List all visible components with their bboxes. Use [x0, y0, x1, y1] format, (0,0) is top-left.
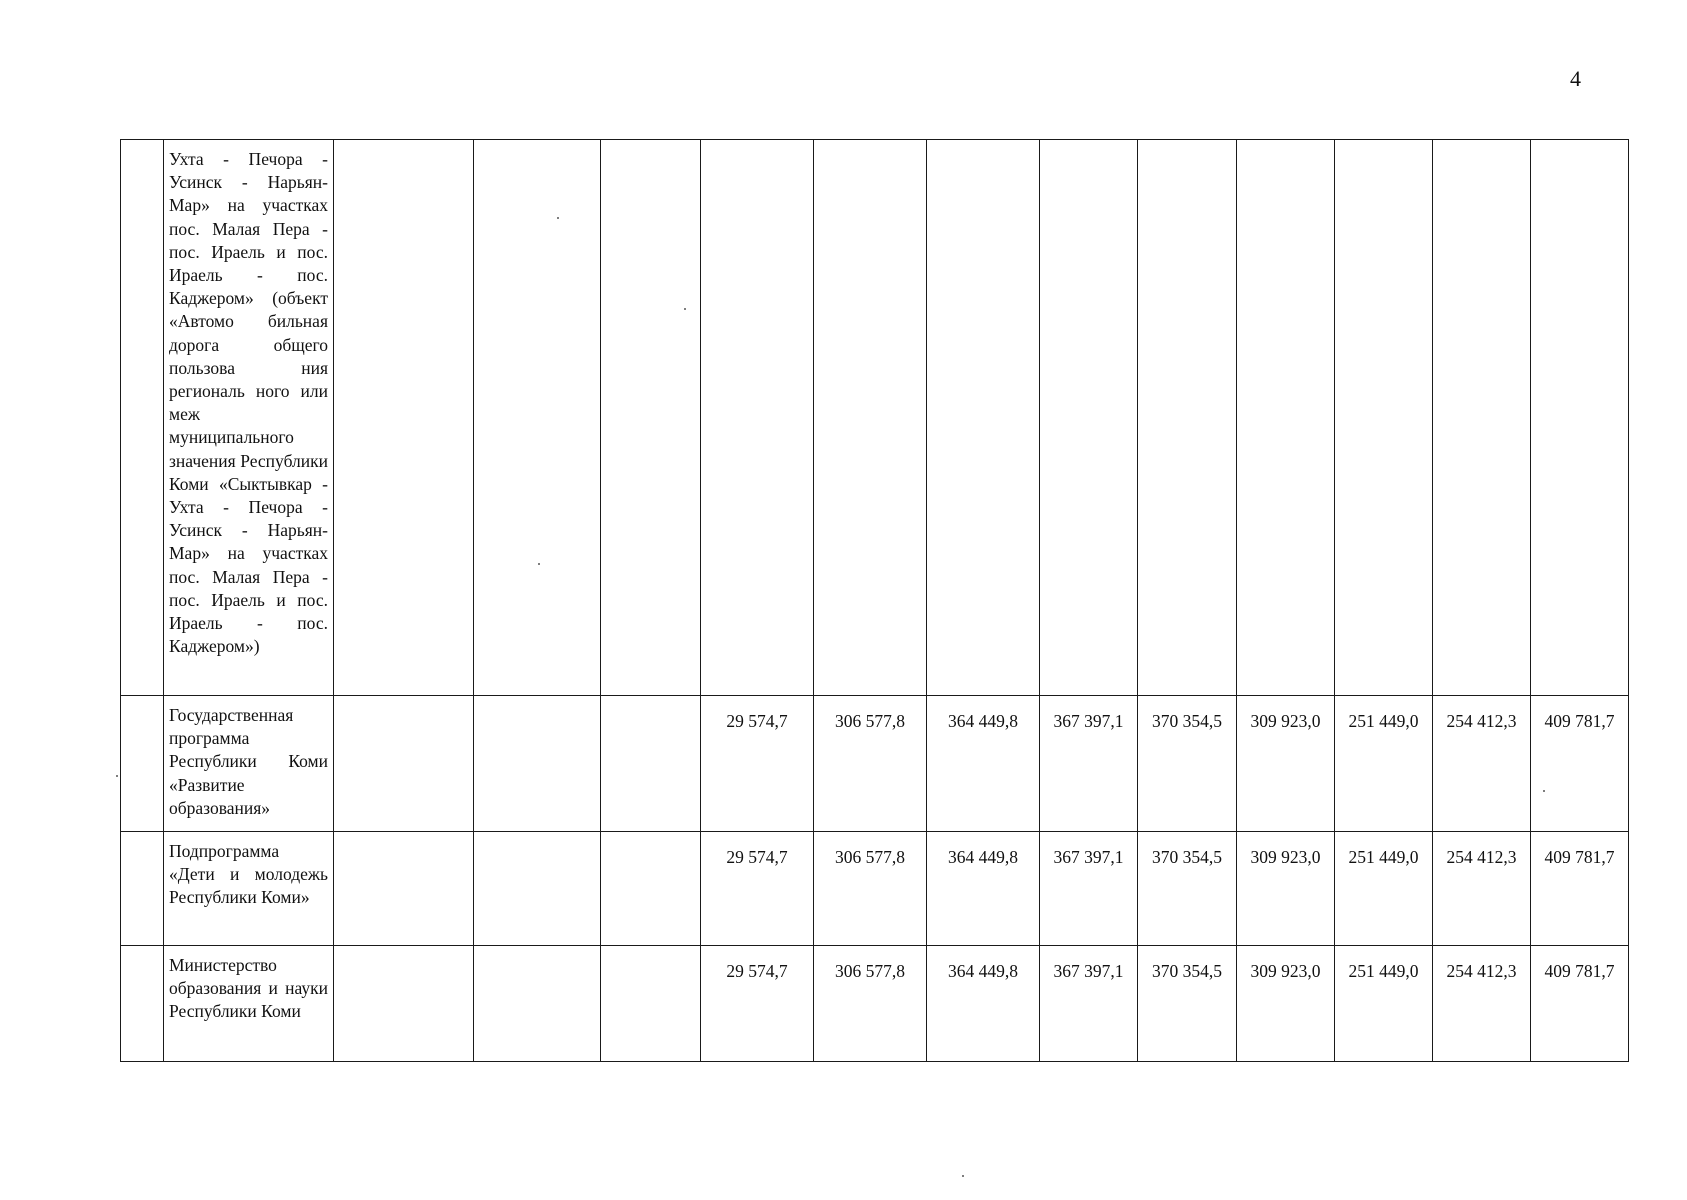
- empty-cell: [474, 832, 601, 946]
- value-cell: 29 574,7: [701, 696, 814, 832]
- index-cell: [121, 140, 164, 696]
- name-cell: [164, 140, 334, 696]
- value-cell: 306 577,8: [814, 946, 927, 1062]
- value-cell: 364 449,8: [927, 696, 1040, 832]
- empty-cell: [601, 946, 701, 1062]
- value-cell: 367 397,1: [1040, 946, 1138, 1062]
- value-cell: 409 781,7: [1531, 832, 1629, 946]
- value-cell: 309 923,0: [1237, 696, 1335, 832]
- value-cell: 251 449,0: [1335, 946, 1433, 1062]
- row-name: Государственная программа Республики Коми «Развитие образования»: [169, 705, 328, 818]
- empty-cell: [474, 946, 601, 1062]
- value-cell: 370 354,5: [1138, 946, 1237, 1062]
- value-cell: [1433, 140, 1531, 696]
- empty-cell: [474, 140, 601, 696]
- name-cell: [164, 946, 334, 1062]
- value-cell: 367 397,1: [1040, 832, 1138, 946]
- name-cell: [164, 832, 334, 946]
- scan-speck: [962, 1175, 964, 1177]
- index-cell: [121, 696, 164, 832]
- empty-cell: [601, 696, 701, 832]
- row-name: Подпрограмма «Дети и молодежь Республики Коми»: [169, 841, 328, 908]
- empty-cell: [601, 832, 701, 946]
- value-cell: [1040, 140, 1138, 696]
- budget-table: [120, 139, 1629, 1062]
- value-cell: 309 923,0: [1237, 832, 1335, 946]
- value-cell: [1531, 140, 1629, 696]
- empty-cell: [334, 696, 474, 832]
- name-cell: [164, 696, 334, 832]
- value-cell: 254 412,3: [1433, 832, 1531, 946]
- scan-speck: [684, 308, 686, 310]
- page-number: 4: [1570, 66, 1581, 91]
- value-cell: 367 397,1: [1040, 696, 1138, 832]
- value-cell: [701, 140, 814, 696]
- value-cell: 254 412,3: [1433, 946, 1531, 1062]
- value-cell: [814, 140, 927, 696]
- empty-cell: [601, 140, 701, 696]
- value-cell: 254 412,3: [1433, 696, 1531, 832]
- table-row: [121, 140, 1629, 696]
- value-cell: 29 574,7: [701, 946, 814, 1062]
- scan-speck: [116, 775, 118, 777]
- empty-cell: [334, 946, 474, 1062]
- value-cell: 370 354,5: [1138, 832, 1237, 946]
- value-cell: 309 923,0: [1237, 946, 1335, 1062]
- empty-cell: [334, 832, 474, 946]
- scan-speck: [538, 563, 540, 565]
- value-cell: 370 354,5: [1138, 696, 1237, 832]
- row-name: Министерство образования и науки Республики Коми: [169, 955, 328, 1022]
- table-row: [121, 832, 1629, 946]
- value-cell: 364 449,8: [927, 946, 1040, 1062]
- value-cell: 251 449,0: [1335, 696, 1433, 832]
- value-cell: [927, 140, 1040, 696]
- scan-speck: [557, 217, 559, 219]
- value-cell: 306 577,8: [814, 832, 927, 946]
- scan-speck: [1543, 790, 1545, 792]
- empty-cell: [474, 696, 601, 832]
- value-cell: [1335, 140, 1433, 696]
- table-row: [121, 946, 1629, 1062]
- index-cell: [121, 946, 164, 1062]
- value-cell: 306 577,8: [814, 696, 927, 832]
- value-cell: 364 449,8: [927, 832, 1040, 946]
- value-cell: 29 574,7: [701, 832, 814, 946]
- table-row: [121, 696, 1629, 832]
- index-cell: [121, 832, 164, 946]
- value-cell: [1138, 140, 1237, 696]
- empty-cell: [334, 140, 474, 696]
- value-cell: [1237, 140, 1335, 696]
- value-cell: 251 449,0: [1335, 832, 1433, 946]
- value-cell: 409 781,7: [1531, 696, 1629, 832]
- value-cell: 409 781,7: [1531, 946, 1629, 1062]
- row-name: Ухта - Печора - Усинск - Нарьян-Мар» на участках пос. Малая Пера - пос. Ираель и пос. Ираель - пос. Каджером» (объект «Автомо бильная дорога общего пользова ния региональ ного или меж муниципального значения Республики Коми «Сыктывкар - Ухта - Печора - Усинск - Нарьян-Мар» на участках пос. Малая Пера - пос. Ираель и пос. Ираель - пос. Каджером»): [169, 149, 328, 657]
